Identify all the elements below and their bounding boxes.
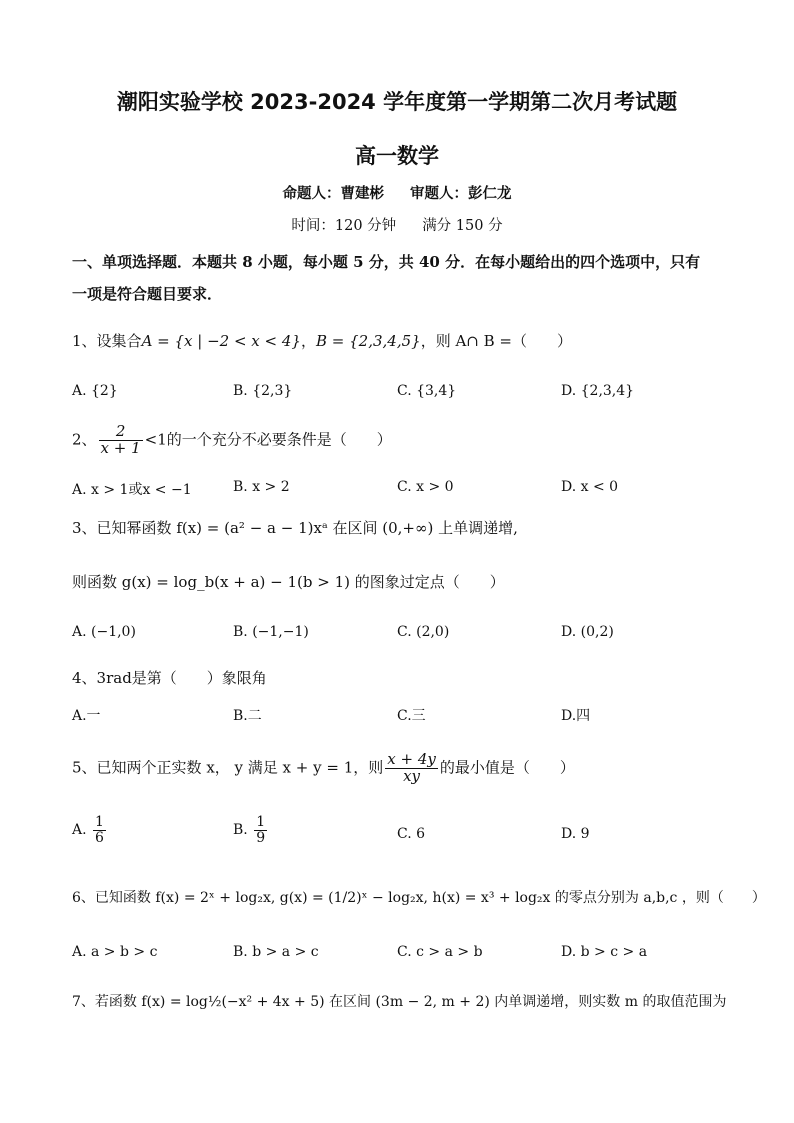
authors-line: [0, 182, 794, 203]
subject-title: 高一数学: [355, 144, 439, 168]
question-3-line2: 则函数 g(x) = log_b(x + a) − 1(b > 1) 的图象过定点（ ）: [72, 573, 505, 591]
option-d: D. 9: [561, 826, 590, 842]
question-3-line1: [72, 517, 518, 538]
time-limit: 时间：120 分钟: [291, 218, 397, 234]
option-a: A. {2}: [72, 383, 118, 399]
question-number: 7、: [72, 994, 95, 1010]
option-d: D. (0,2): [561, 624, 614, 640]
question-text: 3rad是第（ ）象限角: [96, 669, 267, 687]
option-b: B. b > a > c: [233, 944, 319, 960]
option-b: B.二: [233, 708, 262, 724]
question-text: 已知两个正实数 x， y 满足 x + y = 1，则: [96, 758, 384, 777]
option-label: A.: [72, 822, 87, 839]
option-d: D. b > c > a: [561, 944, 648, 960]
section-heading-line2: 一项是符合题目要求．: [72, 285, 223, 303]
option-b: B. x > 2: [233, 479, 290, 495]
option-b: [233, 815, 269, 845]
option-c: C. c > a > b: [397, 944, 483, 960]
question-text: <1的一个充分不必要条件是（ ）: [144, 430, 392, 449]
question-5: [72, 752, 575, 785]
section-heading-line1: 一、单项选择题．本题共 8 小题，每小题 5 分，共 40 分．在每小题给出的四个选项中，只有: [72, 253, 701, 271]
option-a: A. x > 1或x < −1: [72, 482, 192, 498]
question-1: 1、设集合A = {x | −2 < x < 4}，B = {2,3,4,5}，则 A∩ B =（ ）: [72, 332, 572, 350]
question-number: 3、: [72, 519, 97, 537]
option-d: D.四: [561, 708, 591, 724]
question-7: [72, 991, 726, 1011]
page-title: 潮阳实验学校 2023-2024 学年度第一学期第二次月考试题: [116, 90, 678, 114]
option-a: A.一: [72, 708, 101, 724]
question-text: 设集合: [96, 332, 142, 350]
author-setter: 命题人：曹建彬: [282, 185, 384, 202]
question-number: 1、: [72, 332, 97, 350]
fraction: [254, 815, 267, 845]
question-number: 4、: [72, 669, 97, 687]
fraction-numerator: 2: [99, 424, 143, 441]
option-a: [72, 815, 108, 845]
question-text: 已知幂函数 f(x) = (a² − a − 1)xᵃ 在区间 (0,+∞) 上单调递增,: [96, 519, 518, 537]
option-d: D. {2,3,4}: [561, 383, 635, 399]
fraction-denominator: x + 1: [100, 438, 141, 457]
question-4: [72, 667, 267, 688]
fraction: [99, 424, 143, 457]
fraction-numerator: 1: [256, 814, 266, 830]
time-line: [0, 214, 794, 235]
option-c: C.三: [397, 708, 426, 724]
set-a: A = {x | −2 < x < 4}: [141, 332, 301, 350]
question-number: 5、: [72, 758, 97, 777]
option-label: B.: [233, 822, 248, 839]
option-a: A. a > b > c: [72, 944, 158, 960]
option-c: C. {3,4}: [397, 383, 457, 399]
set-b: B = {2,3,4,5}: [315, 332, 421, 350]
question-number: 2、: [72, 430, 97, 449]
question-text: 若函数 f(x) = log½(−x² + 4x + 5) 在区间 (3m − 2, m + 2) 内单调递增，则实数 m 的取值范围为: [94, 994, 727, 1010]
fraction-denominator: 9: [256, 829, 266, 846]
option-d: D. x < 0: [561, 479, 619, 495]
question-text: ，则 A∩ B =（ ）: [420, 332, 572, 350]
fraction-numerator: x + 4y: [387, 750, 436, 768]
question-text: 的最小值是（ ）: [439, 758, 575, 777]
author-reviewer: 审题人：彭仁龙: [410, 185, 512, 202]
fraction-numerator: 1: [95, 814, 104, 830]
option-a: A. (−1,0): [72, 624, 136, 640]
question-6: [72, 887, 766, 907]
option-c: C. (2,0): [397, 624, 450, 640]
question-2: [72, 424, 392, 457]
fraction: [385, 752, 438, 785]
option-c: C. 6: [397, 826, 426, 842]
fraction-denominator: 6: [95, 829, 104, 846]
option-b: B. (−1,−1): [233, 624, 309, 640]
option-c: C. x > 0: [397, 479, 454, 495]
fraction: [93, 815, 106, 845]
fraction-denominator: xy: [403, 766, 421, 785]
question-number: 6、: [72, 890, 95, 906]
option-b: B. {2,3}: [233, 383, 293, 399]
full-score: 满分 150 分: [422, 218, 503, 234]
question-text: 已知函数 f(x) = 2ˣ + log₂x, g(x) = (1/2)ˣ − log₂x, h(x) = x³ + log₂x 的零点分别为 a,b,c ，则（ ）: [94, 890, 766, 906]
